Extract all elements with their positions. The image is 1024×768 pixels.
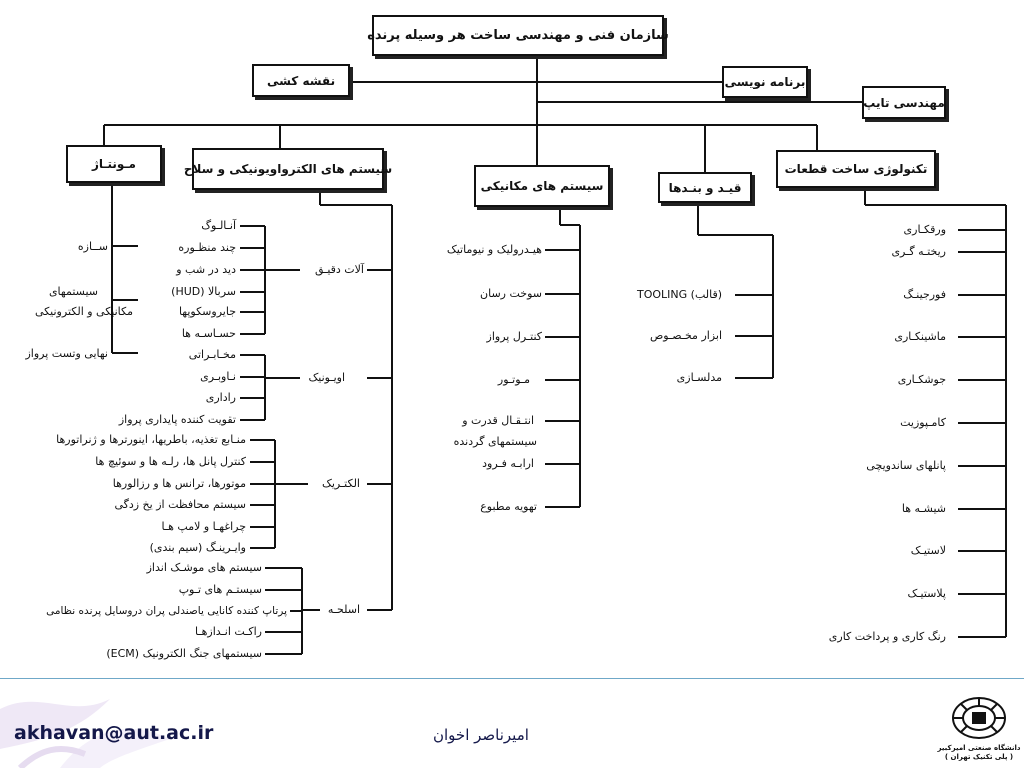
programming-box: برنامه نویسی <box>722 66 808 98</box>
electric-item: منـابع تغذیه، باطریها، اینورترها و ژنراتورها <box>56 433 246 446</box>
mechanical-item: سوخت رسان <box>480 287 542 300</box>
montage-item: نهایی وتست پرواز <box>25 347 108 360</box>
montage-box: مـونتـاژ <box>66 145 162 183</box>
montage-item: ســازه <box>77 240 108 253</box>
mechanical-item: کنتـرل پرواز <box>486 330 542 343</box>
precise-item: سربالا (HUD) <box>171 285 236 298</box>
part-item: ورقکـاری <box>903 223 946 236</box>
avionics-box: سیستم های الکترواویونیکی و سلاح <box>192 148 384 190</box>
part-item: ریختـه گـری <box>891 245 946 258</box>
weapon-item: راکـت انـدازهـا <box>195 625 262 638</box>
part-item: کامـپوزیت <box>900 416 946 429</box>
root-box: سازمان فنی و مهندسی ساخت هر وسیله پرنده <box>372 15 664 56</box>
group-label-avionic: اویـونیک <box>308 371 345 384</box>
montage-item: سیستمهای <box>48 285 98 298</box>
precise-item: دید در شب و <box>176 263 236 276</box>
mechanical-item: ارابـه فـرود <box>482 457 534 470</box>
part-item: فورجینـگ <box>903 288 946 301</box>
logo-caption <box>936 744 1022 762</box>
part-item: ماشینکـاری <box>894 330 946 343</box>
logo-caption-line2: ( پلی تکنیک تهران ) <box>944 753 1014 761</box>
university-logo-icon <box>936 694 1022 744</box>
part-item: پلاستیـک <box>907 587 946 600</box>
drafting-box: نقشه کشی <box>252 64 350 97</box>
group-label-weapons: اسلحـه <box>327 603 360 616</box>
precise-item: جایروسکوپها <box>178 305 236 318</box>
electric-item: کنترل پانل ها، رلـه ها و سوئیچ ها <box>95 455 246 468</box>
avionic-item: مخـابـراتی <box>188 348 236 361</box>
weapon-item: پرتاپ کننده کانایی یاصندلی پران دروسایل پرنده نظامی <box>46 605 287 617</box>
mechanical-item: مـوتـور <box>497 373 530 386</box>
fixture-item: TOOLING (قالب) <box>636 288 722 301</box>
electric-item: سیستم محافظت از یخ زدگی <box>114 498 246 511</box>
part-item: پانلهای ساندویچی <box>866 459 946 472</box>
weapon-item: سیستمهای جنگ الکترونیک (ECM) <box>106 647 262 660</box>
part-item: لاستیـک <box>910 544 946 557</box>
electric-item: موتورها، ترانس ها و رزالورها <box>112 477 246 490</box>
part-item: جوشکـاری <box>897 373 946 386</box>
precise-item: چند منظـوره <box>178 241 236 254</box>
weapon-item: سیستم های موشـک انداز <box>146 561 262 574</box>
logo-caption-line1: دانشگاه صنعتی امیرکبیر <box>937 744 1021 752</box>
mechanical-item: هیـدرولیک و نیوماتیک <box>446 243 542 256</box>
fixtures-box: قیـد و بنـدها <box>658 172 752 203</box>
mechanical-item: انتـقـال قدرت و <box>462 414 534 427</box>
part-item: رنگ کاری و پرداخت کاری <box>828 630 946 643</box>
part-item: شیشـه ها <box>901 502 946 515</box>
fixture-item: مدلسـازی <box>676 371 722 384</box>
footer-author: امیرناصر اخوان <box>433 726 529 744</box>
group-label-electric: الکتـریک <box>321 477 360 490</box>
type-engineering-box: مهندسی تایپ <box>862 86 946 119</box>
precise-item: حسـاسـه ها <box>181 327 236 340</box>
parts-technology-box: تکنولوژی ساخت قطعات <box>776 150 936 188</box>
footer-email: akhavan@aut.ac.ir <box>14 722 214 744</box>
mechanical-box: سیستم های مکانیکی <box>474 165 610 207</box>
mechanical-item: تهویه مطبوع <box>480 500 537 513</box>
precise-item: آنـالـوگ <box>201 219 236 232</box>
electric-item: وایـرینـگ (سیم بندی) <box>149 541 246 554</box>
avionic-item: راداری <box>205 391 236 404</box>
fixture-item: ابزار مخـصـوص <box>649 329 722 342</box>
avionic-item: تقویت کننده پایداری پرواز <box>118 413 236 426</box>
group-label-precise: آلات دقیـق <box>314 263 364 276</box>
mechanical-item: سیستمهای گردنده <box>453 435 537 448</box>
electric-item: چراغهـا و لامپ هـا <box>161 520 246 533</box>
weapon-item: سیستـم های تـوپ <box>178 583 262 596</box>
avionic-item: نـاوبـری <box>200 370 236 383</box>
montage-item: مکانیکی و الکترونیکی <box>34 305 133 318</box>
